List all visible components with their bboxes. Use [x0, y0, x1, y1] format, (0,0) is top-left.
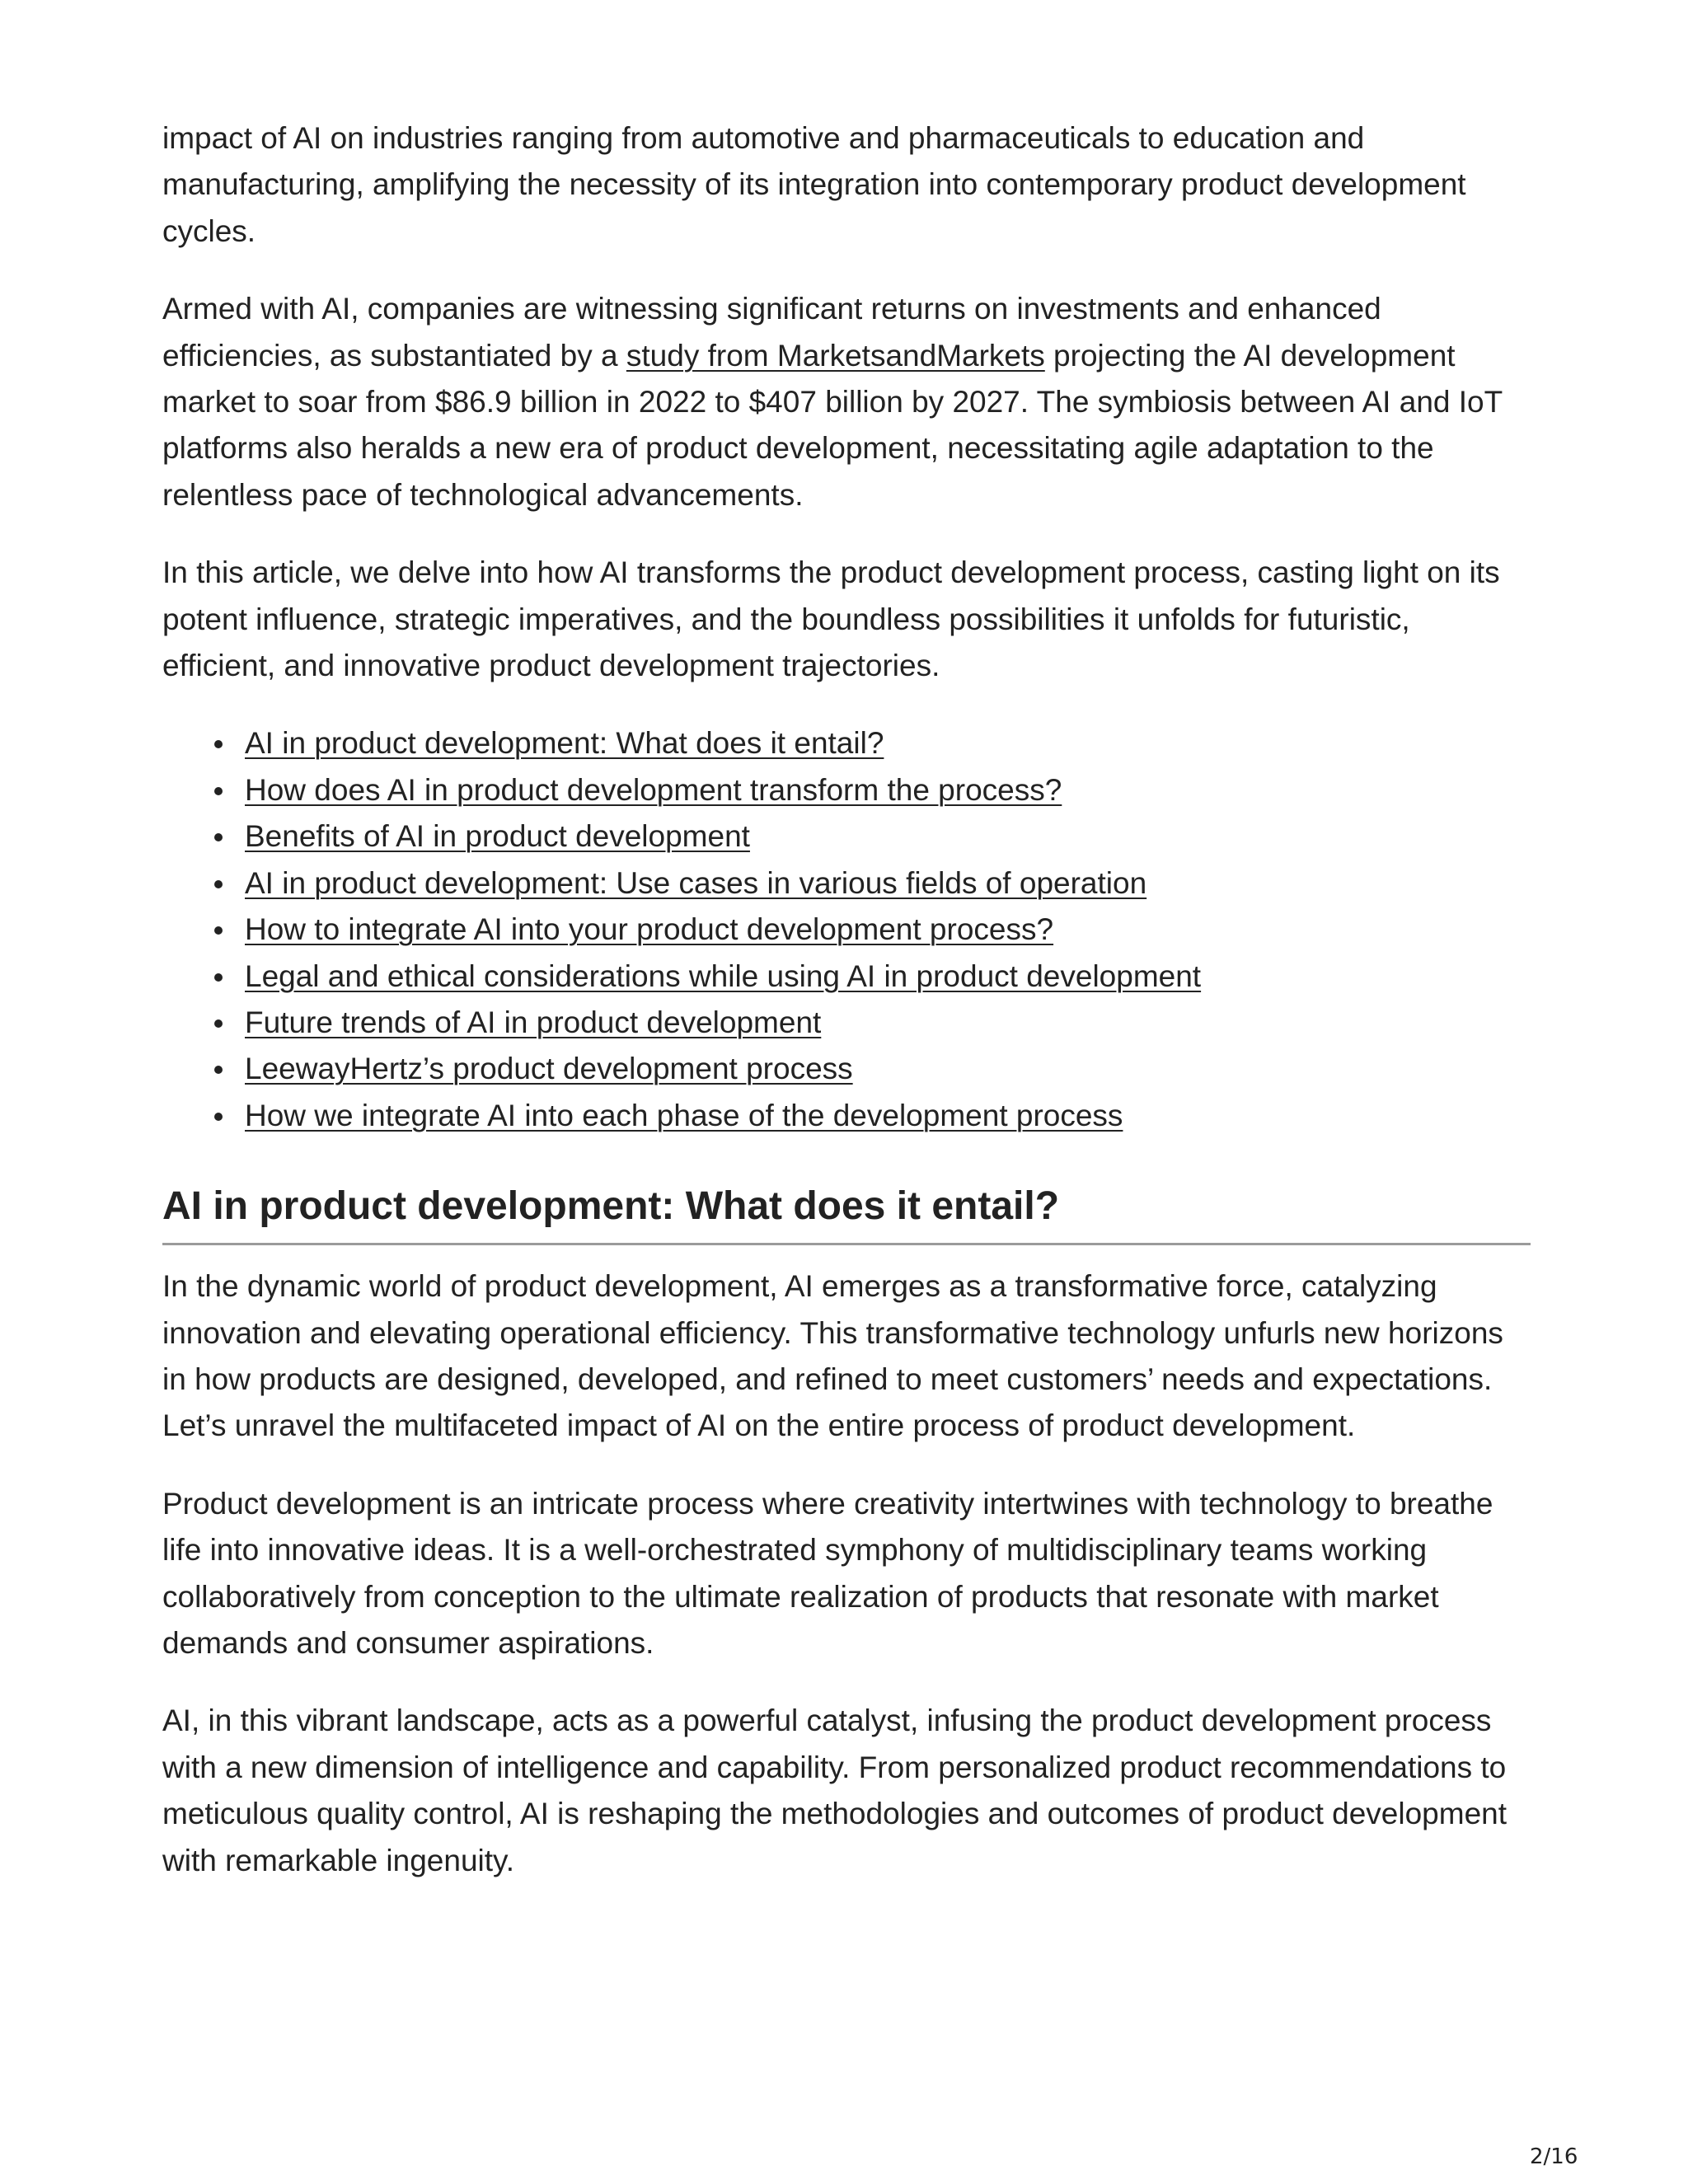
intro-paragraph-2-text-end: projecting the AI development market to soar from $86.9 billion in 2022 to $407 billion by 2027. The symbiosis between AI and IoT platforms also heralds a new era of product development, necessitating agile adaptation to the relentless pace of technological advancements. — [162, 338, 1503, 512]
document-page — [162, 115, 1531, 1915]
toc-link-use-cases[interactable]: AI in product development: Use cases in various fields of operation — [245, 865, 1147, 900]
toc-item — [245, 720, 1531, 766]
toc-link-leewayhertz-process[interactable]: LeewayHertz’s product development process — [245, 1052, 853, 1086]
section-paragraph-1: In the dynamic world of product development, AI emerges as a transformative force, catalyzing innovation and elevating operational efficiency. This transformative technology unfurls new horizons in how products are designed, developed, and refined to meet customers’ needs and expectations. Let’s unravel the multifaceted impact of AI on the entire process of product development. — [162, 1269, 1503, 1443]
toc-link-how-to-integrate[interactable]: How to integrate AI into your product development process? — [245, 912, 1054, 947]
toc-item — [245, 1046, 1531, 1092]
page-number: 2/16 — [1530, 2144, 1578, 2169]
table-of-contents — [162, 720, 1531, 1139]
toc-link-what-does-it-entail[interactable]: AI in product development: What does it entail? — [245, 726, 884, 761]
section-paragraph-2: Product development is an intricate process where creativity intertwines with technology to breathe life into innovative ideas. It is a well-orchestrated symphony of multidisciplinary teams working collaboratively from conception to the ultimate realization of products that resonate with market demands and consumer aspirations. — [162, 1486, 1493, 1660]
heading-spacer — [162, 1245, 1531, 1263]
toc-item — [245, 767, 1531, 813]
toc-link-integrate-each-phase[interactable]: How we integrate AI into each phase of the development process — [245, 1098, 1123, 1132]
toc-link-transform-the-process[interactable]: How does AI in product development transform the process? — [245, 772, 1062, 807]
section-heading: AI in product development: What does it entail? — [162, 1182, 1531, 1245]
toc-item — [245, 1093, 1531, 1139]
intro-paragraph-1: impact of AI on industries ranging from automotive and pharmaceuticals to education and manufacturing, amplifying the necessity of its integration into contemporary product development cycles. — [162, 121, 1466, 248]
intro-paragraph-3: In this article, we delve into how AI transforms the product development process, casting light on its potent influence, strategic imperatives, and the boundless possibilities it unfolds for futuristic, efficient, and innovative product development trajectories. — [162, 555, 1500, 683]
intro-paragraph-2 — [162, 286, 1531, 518]
toc-link-benefits[interactable]: Benefits of AI in product development — [245, 819, 750, 854]
section-paragraph-3: AI, in this vibrant landscape, acts as a powerful catalyst, infusing the product development process with a new dimension of intelligence and capability. From personalized product recommendations to meticulous quality control, AI is reshaping the methodologies and outcomes of product development with remarkable ingenuity. — [162, 1704, 1507, 1877]
toc-item — [245, 1000, 1531, 1046]
toc-link-legal-ethical[interactable]: Legal and ethical considerations while using AI in product development — [245, 958, 1202, 993]
toc-item — [245, 860, 1531, 907]
toc-link-future-trends[interactable]: Future trends of AI in product development — [245, 1005, 822, 1039]
toc-item — [245, 907, 1531, 953]
toc-item — [245, 813, 1531, 860]
marketsandmarkets-study-link[interactable]: study from MarketsandMarkets — [626, 338, 1045, 373]
toc-item — [245, 954, 1531, 1000]
intro-paragraph-2-text-start: Armed with AI, companies are witnessing significant returns on investments and enhanced efficiencies, as substantiated by a — [162, 292, 1381, 373]
